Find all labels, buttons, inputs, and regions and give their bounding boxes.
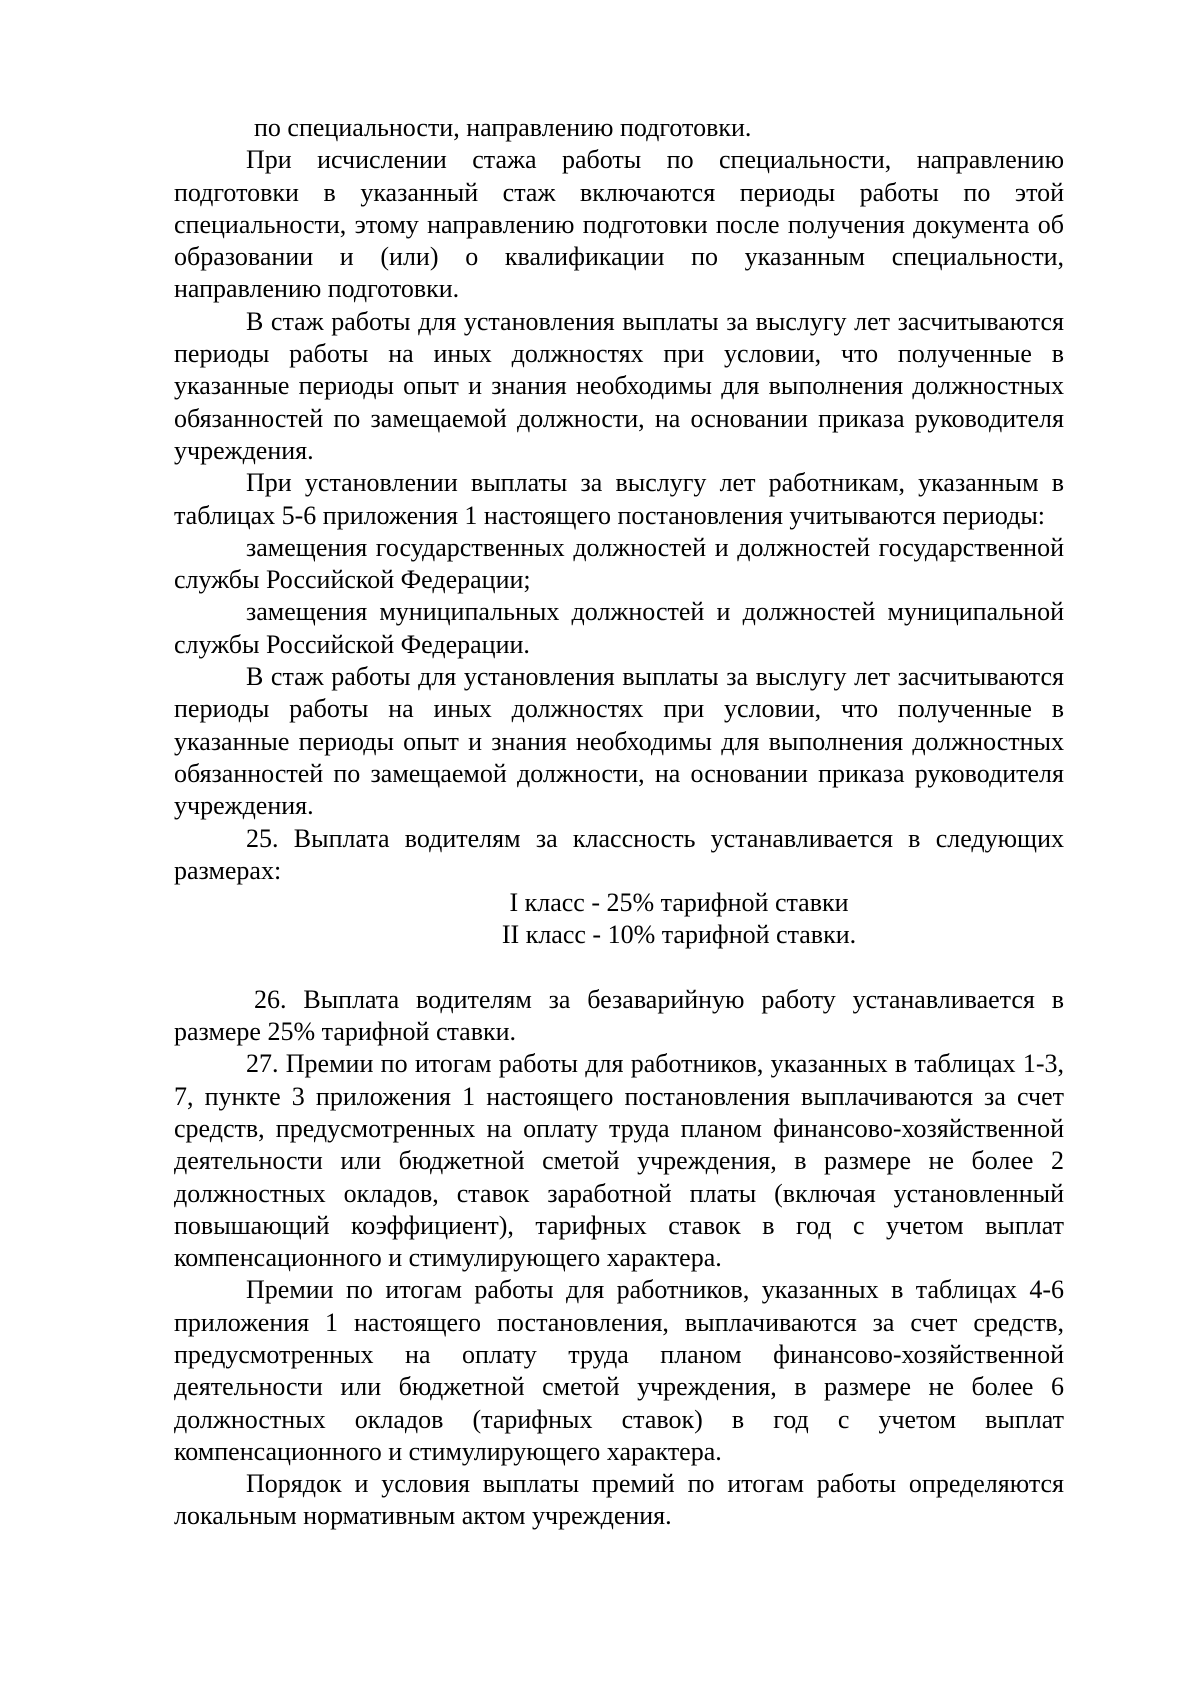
paragraph-seniority-periods: При установлении выплаты за выслугу лет работникам, указанным в таблицах 5-6 приложения 1 настоящего постановления учитываются периоды: (174, 468, 1064, 530)
paragraph-seniority-other-positions: В стаж работы для установления выплаты за выслугу лет засчитываются периоды работы на иных должностях при условии, что полученные в указанные периоды опыт и знания необходимы для выполнения должностных обязанностей по замещаемой должности, на основании приказа руководителя учреждения. (174, 306, 1064, 465)
paragraph-seniority-other-positions-2: В стаж работы для установления выплаты за выслугу лет засчитываются периоды работы на иных должностях при условии, что полученные в указанные периоды опыт и знания необходимы для выполнения должностных обязанностей по замещаемой должности, на основании приказа руководителя учреждения. (174, 662, 1064, 821)
paragraph-bonus-tables-4-6: Премии по итогам работы для работников, указанных в таблицах 4-6 приложения 1 настоящего постановления, выплачиваются за счет средств, предусмотренных на оплату труда планом финансово-хозяйственной деятельности или бюджетной сметой учреждения, в размере не более 6 должностных окладов (тарифных ставок) в год с учетом выплат компенсационного и стимулирующего характера. (174, 1275, 1064, 1466)
paragraph-seniority-calculation: При исчислении стажа работы по специальности, направлению подготовки в указанный стаж включаются периоды работы по этой специальности, этому направлению подготовки после получения документа об образовании и (или) о квалификации по указанным специальности, направлению подготовки. (174, 145, 1064, 304)
paragraph-state-service: замещения государственных должностей и должностей государственной службы Российской Федерации; (174, 532, 1064, 595)
class-rate-2: II класс - 10% тарифной ставки. (501, 920, 857, 950)
paragraph-continuation: по специальности, направлению подготовки. (254, 113, 752, 142)
blank-line (174, 952, 1064, 984)
class-rates-block (174, 887, 1064, 952)
class-rate-1: I класс - 25% тарифной ставки (509, 888, 849, 918)
paragraph-municipal-service: замещения муниципальных должностей и должностей муниципальной службы Российской Федерации. (174, 597, 1064, 659)
paragraph-item-26: 26. Выплата водителям за безаварийную работу устанавливается в размере 25% тарифной ставки. (174, 984, 1064, 1047)
paragraph-bonus-procedure: Порядок и условия выплаты премий по итогам работы определяются локальным нормативным актом учреждения. (174, 1469, 1064, 1531)
paragraph-item-25: 25. Выплата водителям за классность устанавливается в следующих размерах: (174, 823, 1064, 885)
paragraph-item-27: 27. Премии по итогам работы для работников, указанных в таблицах 1-3, 7, пункте 3 приложения 1 настоящего постановления выплачиваются за счет средств, предусмотренных на оплату труда планом финансово-хозяйственной деятельности или бюджетной сметой учреждения, в размере не более 2 должностных окладов, ставок заработной платы (включая установленный повышающий коэффициент), тарифных ставок в год с учетом выплат компенсационного и стимулирующего характера. (174, 1049, 1064, 1273)
